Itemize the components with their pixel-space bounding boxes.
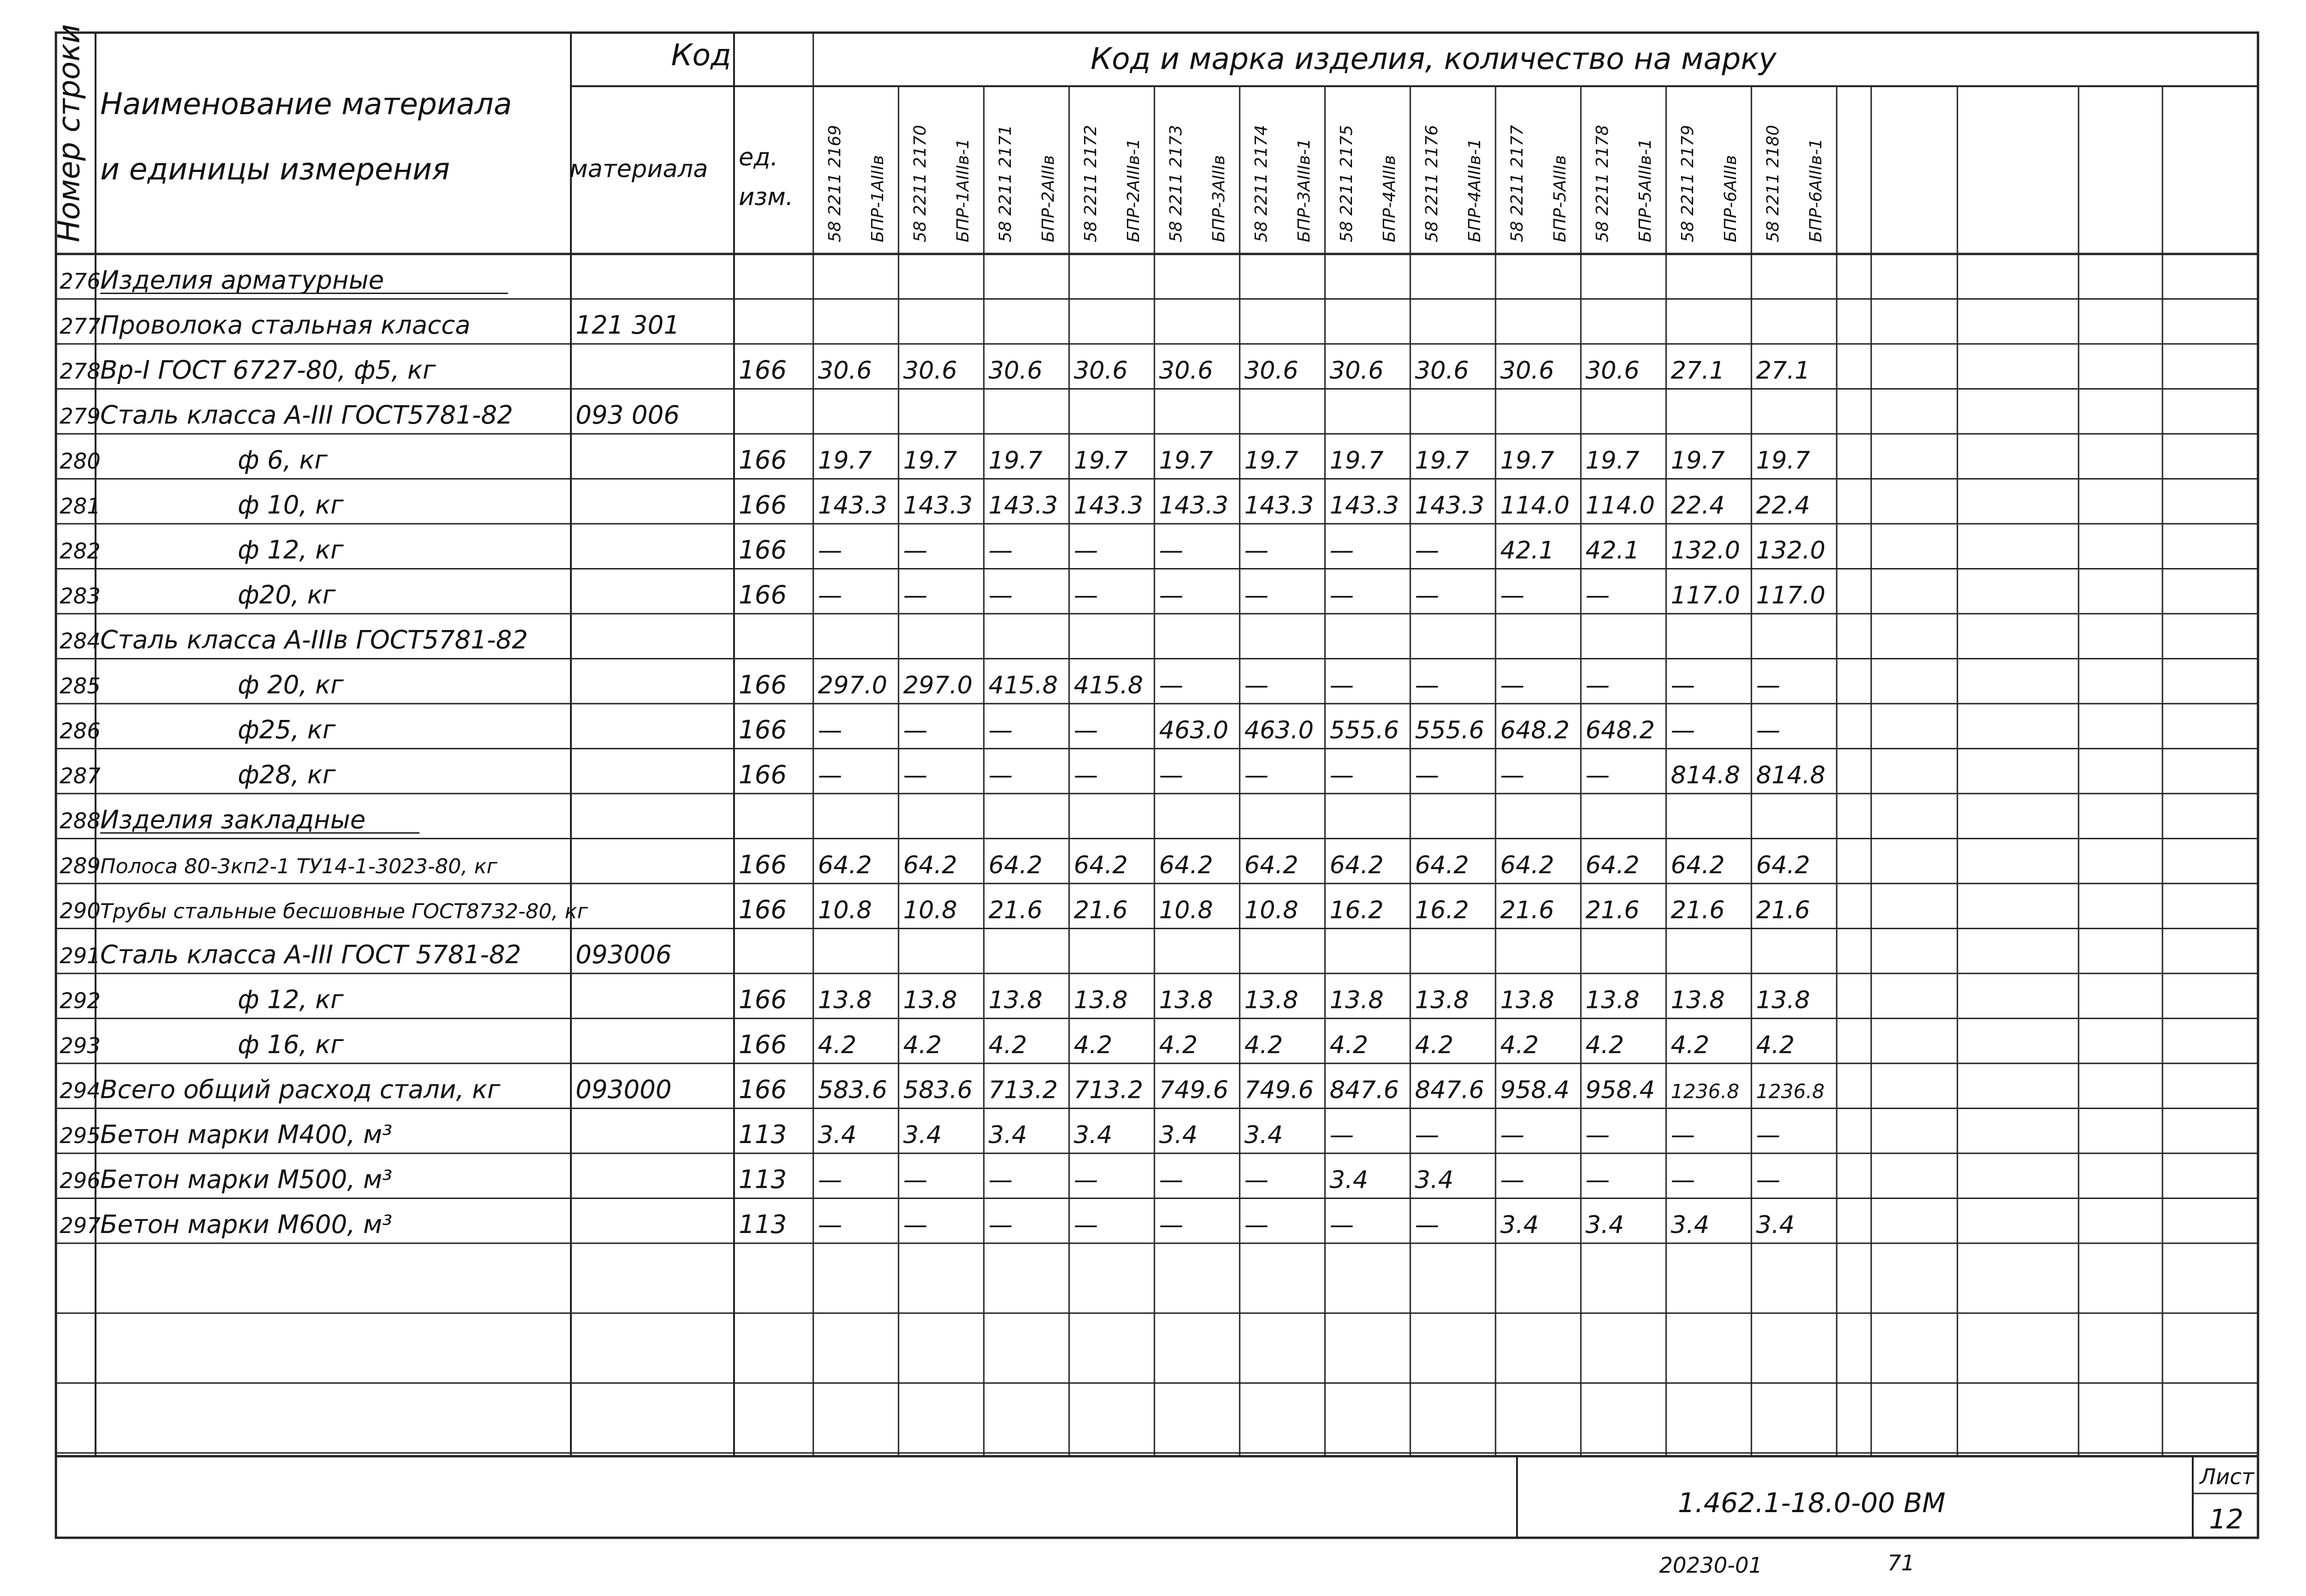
row-value: 749.6 [1244, 1076, 1314, 1104]
row-value: — [1330, 761, 1354, 789]
row-value: — [1671, 716, 1695, 745]
row-value: 117.0 [1671, 582, 1740, 610]
row-value: 19.7 [1585, 446, 1640, 475]
row-number: 287 [60, 763, 101, 788]
row-number: 286 [60, 718, 101, 744]
row-value: — [903, 1211, 927, 1239]
row-number: 293 [60, 1033, 101, 1058]
row-value: — [1415, 671, 1439, 699]
row-number: 281 [60, 493, 101, 519]
row-value: — [1244, 761, 1269, 789]
row-value: — [1500, 1121, 1524, 1149]
row-value: 10.8 [1244, 896, 1298, 925]
row-value: 10.8 [903, 896, 957, 925]
row-value: 4.2 [1159, 1031, 1198, 1059]
row-value: 814.8 [1756, 761, 1826, 789]
row-value: 27.1 [1671, 356, 1725, 385]
row-unit-code: 166 [739, 850, 787, 879]
row-value: 13.8 [818, 986, 872, 1014]
row-unit-code: 166 [739, 490, 787, 520]
row-unit-code: 166 [739, 535, 787, 565]
row-value: 21.6 [1671, 896, 1725, 925]
row-number: 277 [60, 314, 101, 339]
product-mark: БПР-5АIIIв [1551, 155, 1570, 242]
row-value: 4.2 [1671, 1031, 1709, 1059]
row-value: 64.2 [1671, 851, 1725, 879]
row-number: 294 [60, 1078, 101, 1103]
row-number: 289 [60, 853, 101, 878]
row-value: — [1671, 1121, 1695, 1149]
product-code: 58 2211 2179 [1678, 125, 1697, 242]
row-value: 64.2 [1756, 851, 1810, 879]
row-name: ф25, кг [238, 715, 336, 745]
row-unit-code: 166 [739, 760, 787, 789]
row-value: — [818, 1211, 842, 1239]
row-value: 21.6 [1500, 896, 1554, 925]
row-value: 648.2 [1500, 716, 1570, 745]
row-value: — [1500, 582, 1524, 610]
row-value: 19.7 [1330, 446, 1384, 475]
row-name: Сталь класса А-III ГОСТ 5781-82 [100, 940, 522, 969]
row-value: 64.2 [903, 851, 957, 879]
product-code: 58 2211 2180 [1764, 125, 1783, 242]
row-value: — [1585, 1166, 1610, 1194]
product-code: 58 2211 2175 [1337, 125, 1356, 242]
row-unit-code: 166 [739, 985, 787, 1014]
row-value: 27.1 [1756, 356, 1810, 385]
row-value: — [1244, 582, 1269, 610]
row-value: 64.2 [1585, 851, 1640, 879]
row-value: 1236.8 [1756, 1080, 1825, 1103]
row-number: 295 [60, 1123, 101, 1148]
row-name: ф 16, кг [238, 1030, 344, 1059]
row-name: ф 6, кг [238, 445, 328, 475]
row-unit-code: 166 [739, 445, 787, 475]
row-value: 583.6 [818, 1076, 887, 1104]
row-value: — [1756, 671, 1780, 699]
row-material-code: 093006 [576, 940, 672, 969]
row-material-code: 121 301 [576, 310, 680, 340]
row-value: — [1500, 671, 1524, 699]
row-value: 847.6 [1330, 1076, 1399, 1104]
row-number: 280 [60, 448, 101, 474]
row-value: 3.4 [1074, 1121, 1112, 1149]
row-value: 64.2 [1244, 851, 1298, 879]
row-value: — [1415, 536, 1439, 565]
row-value: 13.8 [1074, 986, 1128, 1014]
row-value: — [818, 1166, 842, 1194]
row-value: — [818, 536, 842, 565]
row-value: 4.2 [1415, 1031, 1454, 1059]
row-value: 64.2 [1330, 851, 1384, 879]
row-value: 22.4 [1756, 492, 1810, 520]
row-number: 278 [60, 358, 101, 384]
product-mark: БПР-3АIIIв [1209, 155, 1228, 242]
row-value: — [903, 1166, 927, 1194]
row-number: 285 [60, 673, 101, 699]
row-value: — [988, 582, 1013, 610]
stamp-sheet-label: Лист [2200, 1464, 2254, 1489]
row-value: — [1500, 1166, 1524, 1194]
header-code: Код [671, 38, 731, 73]
row-value: — [1330, 536, 1354, 565]
row-value: — [1585, 582, 1610, 610]
row-value: 19.7 [1756, 446, 1810, 475]
row-value: — [1074, 1166, 1098, 1194]
row-name: Сталь класса А-IIIв ГОСТ5781-82 [100, 625, 528, 655]
row-value: 30.6 [1159, 356, 1213, 385]
row-value: 297.0 [903, 671, 973, 699]
row-value: 143.3 [988, 492, 1058, 520]
row-value: 30.6 [1585, 356, 1640, 385]
row-value: — [1415, 582, 1439, 610]
row-value: 16.2 [1330, 896, 1384, 925]
row-value: — [903, 536, 927, 565]
row-number: 283 [60, 583, 101, 609]
row-value: — [1756, 1166, 1780, 1194]
row-value: 13.8 [1500, 986, 1554, 1014]
row-value: 117.0 [1756, 582, 1826, 610]
product-mark: БПР-3АIIIв-1 [1295, 138, 1314, 242]
row-value: — [1074, 716, 1098, 745]
row-value: — [818, 716, 842, 745]
row-value: 30.6 [1330, 356, 1384, 385]
row-value: 13.8 [1415, 986, 1469, 1014]
row-value: — [1415, 761, 1439, 789]
row-value: — [818, 582, 842, 610]
product-mark: БПР-2АIIIв [1039, 155, 1058, 242]
header-product-title: Код и марка изделия, количество на марку [1091, 42, 1777, 76]
row-value: — [988, 716, 1013, 745]
row-value: 749.6 [1159, 1076, 1228, 1104]
row-value: 583.6 [903, 1076, 973, 1104]
row-value: — [818, 761, 842, 789]
row-number: 282 [60, 538, 101, 564]
row-value: — [988, 1166, 1013, 1194]
row-value: — [1415, 1121, 1439, 1149]
row-number: 292 [60, 988, 101, 1014]
row-material-code: 093 006 [576, 400, 680, 430]
row-unit-code: 166 [739, 670, 787, 699]
row-value: 13.8 [988, 986, 1043, 1014]
row-value: — [1330, 1211, 1354, 1239]
row-value: — [1159, 1166, 1183, 1194]
row-value: 64.2 [1415, 851, 1469, 879]
row-name: Изделия арматурные [100, 265, 384, 295]
row-unit-code: 166 [739, 1075, 787, 1104]
row-name: Сталь класса А-III ГОСТ5781-82 [100, 400, 513, 430]
archive-number: 20230-01 [1659, 1553, 1763, 1578]
page-number: 71 [1887, 1550, 1915, 1575]
row-value: 958.4 [1500, 1076, 1570, 1104]
row-value: 19.7 [988, 446, 1043, 475]
row-value: — [1244, 671, 1269, 699]
row-name: Бетон марки М600, м³ [100, 1210, 392, 1239]
product-code: 58 2211 2169 [825, 125, 844, 242]
product-code: 58 2211 2173 [1167, 125, 1186, 242]
row-value: 415.8 [1074, 671, 1143, 699]
row-value: 3.4 [1415, 1166, 1454, 1194]
product-code: 58 2211 2170 [911, 125, 930, 242]
row-name: Всего общий расход стали, кг [100, 1075, 501, 1104]
row-value: 4.2 [1500, 1031, 1539, 1059]
row-value: 64.2 [818, 851, 872, 879]
row-number: 276 [60, 268, 101, 294]
row-value: — [1074, 1211, 1098, 1239]
row-value: — [1074, 582, 1098, 610]
row-unit-code: 113 [739, 1164, 787, 1194]
row-value: — [1500, 761, 1524, 789]
row-value: 30.6 [903, 356, 957, 385]
row-value: 64.2 [1500, 851, 1554, 879]
row-value: 30.6 [1500, 356, 1554, 385]
outer-frame [56, 33, 2258, 1538]
row-value: 297.0 [818, 671, 887, 699]
row-value: 415.8 [988, 671, 1058, 699]
row-value: 10.8 [818, 896, 872, 925]
row-value: — [1074, 536, 1098, 565]
row-value: 143.3 [818, 492, 887, 520]
row-value: 4.2 [903, 1031, 942, 1059]
header-name-line2: и единицы измерения [100, 152, 450, 187]
row-unit-code: 166 [739, 895, 787, 925]
row-value: 114.0 [1585, 492, 1655, 520]
row-value: 19.7 [1500, 446, 1554, 475]
product-mark: БПР-6АIIIв [1721, 155, 1740, 242]
row-value: 143.3 [903, 492, 973, 520]
row-value: — [1159, 582, 1183, 610]
row-value: 3.4 [818, 1121, 857, 1149]
row-value: 132.0 [1671, 536, 1740, 565]
row-value: 555.6 [1330, 716, 1399, 745]
row-value: 13.8 [1330, 986, 1384, 1014]
table-body [60, 266, 1826, 1240]
row-value: 13.8 [1244, 986, 1298, 1014]
row-value: 19.7 [903, 446, 957, 475]
row-value: — [1585, 671, 1610, 699]
row-value: — [903, 582, 927, 610]
row-name: Бетон марки М400, м³ [100, 1120, 392, 1149]
row-value: 143.3 [1415, 492, 1484, 520]
product-code: 58 2211 2174 [1252, 125, 1271, 242]
row-value: 3.4 [1500, 1211, 1539, 1239]
row-value: 64.2 [1074, 851, 1128, 879]
row-value: 3.4 [1330, 1166, 1368, 1194]
row-name: ф 12, кг [238, 535, 344, 565]
row-value: 30.6 [1244, 356, 1298, 385]
product-code: 58 2211 2178 [1593, 125, 1612, 242]
product-mark: БПР-6АIIIв-1 [1806, 138, 1826, 242]
row-value: 3.4 [1671, 1211, 1709, 1239]
row-number: 290 [60, 898, 101, 924]
row-value: 4.2 [818, 1031, 857, 1059]
row-number: 288 [60, 808, 101, 834]
row-value: — [1330, 582, 1354, 610]
row-name: ф28, кг [238, 760, 336, 789]
row-value: — [1585, 1121, 1610, 1149]
row-value: 143.3 [1244, 492, 1314, 520]
row-value: 13.8 [1585, 986, 1640, 1014]
row-value: 463.0 [1244, 716, 1314, 745]
header-code-material: материала [570, 155, 708, 183]
row-value: 3.4 [988, 1121, 1027, 1149]
row-value: 19.7 [1244, 446, 1298, 475]
row-value: — [1244, 536, 1269, 565]
row-value: 4.2 [1074, 1031, 1112, 1059]
row-value: — [1244, 1211, 1269, 1239]
row-unit-code: 166 [739, 580, 787, 610]
row-value: 3.4 [1159, 1121, 1198, 1149]
row-value: 19.7 [1074, 446, 1128, 475]
row-value: 1236.8 [1671, 1080, 1739, 1103]
row-value: — [988, 536, 1013, 565]
row-value: 21.6 [1074, 896, 1128, 925]
row-value: 132.0 [1756, 536, 1826, 565]
row-number: 296 [60, 1168, 101, 1193]
row-value: 21.6 [1756, 896, 1810, 925]
product-code: 58 2211 2172 [1081, 125, 1100, 242]
row-number: 291 [60, 943, 101, 968]
row-value: 814.8 [1671, 761, 1740, 789]
row-value: 30.6 [1415, 356, 1469, 385]
row-value: 30.6 [818, 356, 872, 385]
row-value: — [1756, 716, 1780, 745]
row-value: 847.6 [1415, 1076, 1484, 1104]
row-value: 555.6 [1415, 716, 1484, 745]
row-material-code: 093000 [576, 1075, 672, 1104]
row-value: 4.2 [988, 1031, 1027, 1059]
row-unit-code: 113 [739, 1210, 787, 1239]
row-value: — [903, 716, 927, 745]
stamp-sheet-number: 12 [2209, 1503, 2244, 1535]
row-value: — [1159, 761, 1183, 789]
row-name: ф 20, кг [238, 670, 344, 699]
product-mark: БПР-1АIIIв-1 [954, 138, 973, 242]
row-number: 297 [60, 1213, 101, 1238]
row-name: ф 10, кг [238, 490, 344, 520]
row-value: 143.3 [1159, 492, 1228, 520]
row-value: — [1671, 671, 1695, 699]
row-name: ф20, кг [238, 580, 336, 610]
row-value: — [1159, 536, 1183, 565]
product-mark: БПР-2АIIIв-1 [1124, 138, 1143, 242]
product-mark: БПР-1АIIIв [868, 155, 887, 242]
row-value: — [988, 761, 1013, 789]
row-value: 21.6 [1585, 896, 1640, 925]
row-value: — [1415, 1211, 1439, 1239]
row-value: 19.7 [1415, 446, 1469, 475]
row-value: 10.8 [1159, 896, 1213, 925]
row-unit-code: 166 [739, 1030, 787, 1059]
header-row-number: Номер строки [52, 24, 87, 242]
row-value: 3.4 [903, 1121, 942, 1149]
row-unit-code: 166 [739, 715, 787, 745]
row-value: 3.4 [1585, 1211, 1624, 1239]
row-value: 64.2 [1159, 851, 1213, 879]
row-value: 713.2 [1074, 1076, 1143, 1104]
product-code: 58 2211 2177 [1508, 125, 1527, 242]
row-value: 958.4 [1585, 1076, 1655, 1104]
row-value: — [1159, 1211, 1183, 1239]
product-mark: БПР-4АIIIв-1 [1465, 138, 1484, 242]
row-unit-code: 113 [739, 1120, 787, 1149]
row-value: 19.7 [1159, 446, 1213, 475]
row-value: 463.0 [1159, 716, 1228, 745]
row-value: — [1330, 1121, 1354, 1149]
title-block [1678, 1464, 2255, 1535]
row-value: 3.4 [1244, 1121, 1283, 1149]
row-value: — [1159, 671, 1183, 699]
header-code-unit-line1: ед. [739, 144, 778, 171]
row-value: — [1585, 761, 1610, 789]
row-value: — [1756, 1121, 1780, 1149]
row-value: 143.3 [1074, 492, 1143, 520]
row-number: 284 [60, 628, 101, 654]
row-value: 713.2 [988, 1076, 1058, 1104]
row-value: 143.3 [1330, 492, 1399, 520]
table-grid [56, 33, 2258, 1538]
row-value: 4.2 [1244, 1031, 1283, 1059]
row-value: 22.4 [1671, 492, 1725, 520]
row-name: Полоса 80-3кп2-1 ТУ14-1-3023-80, кг [100, 855, 498, 878]
row-value: 42.1 [1500, 536, 1554, 565]
row-name: Вр-I ГОСТ 6727-80, ф5, кг [100, 355, 436, 385]
row-value: 21.6 [988, 896, 1043, 925]
row-value: 114.0 [1500, 492, 1570, 520]
header-name-line1: Наименование материала [100, 87, 512, 122]
row-value: 4.2 [1585, 1031, 1624, 1059]
row-value: 19.7 [1671, 446, 1725, 475]
row-value: 64.2 [988, 851, 1043, 879]
row-value: — [1330, 671, 1354, 699]
row-unit-code: 166 [739, 355, 787, 385]
header-code-unit-line2: изм. [739, 183, 794, 211]
row-value: 13.8 [903, 986, 957, 1014]
row-name: Проволока стальная класса [100, 310, 471, 340]
row-name: Бетон марки М500, м³ [100, 1164, 392, 1194]
sheet-footer [1659, 1550, 1915, 1578]
row-value: — [1244, 1166, 1269, 1194]
row-value: 13.8 [1671, 986, 1725, 1014]
row-value: 4.2 [1756, 1031, 1795, 1059]
row-value: — [903, 761, 927, 789]
row-value: 4.2 [1330, 1031, 1368, 1059]
row-name: Изделия закладные [100, 805, 366, 835]
row-name: ф 12, кг [238, 985, 344, 1014]
product-code: 58 2211 2171 [996, 125, 1015, 242]
row-number: 279 [60, 404, 101, 429]
row-value: 13.8 [1756, 986, 1810, 1014]
row-value: 30.6 [988, 356, 1043, 385]
stamp-designation: 1.462.1-18.0-00 ВМ [1678, 1487, 1946, 1519]
row-value: 19.7 [818, 446, 872, 475]
row-name: Трубы стальные бесшовные ГОСТ8732-80, кг [100, 899, 588, 924]
product-code: 58 2211 2176 [1422, 125, 1441, 242]
row-value: 42.1 [1585, 536, 1640, 565]
product-mark: БПР-5АIIIв-1 [1636, 138, 1655, 242]
row-value: 13.8 [1159, 986, 1213, 1014]
row-value: 648.2 [1585, 716, 1655, 745]
row-value: 3.4 [1756, 1211, 1795, 1239]
row-value: 16.2 [1415, 896, 1469, 925]
row-value: — [988, 1211, 1013, 1239]
row-value: — [1671, 1166, 1695, 1194]
product-mark: БПР-4АIIIв [1380, 155, 1399, 242]
row-value: — [1074, 761, 1098, 789]
row-value: 30.6 [1074, 356, 1128, 385]
